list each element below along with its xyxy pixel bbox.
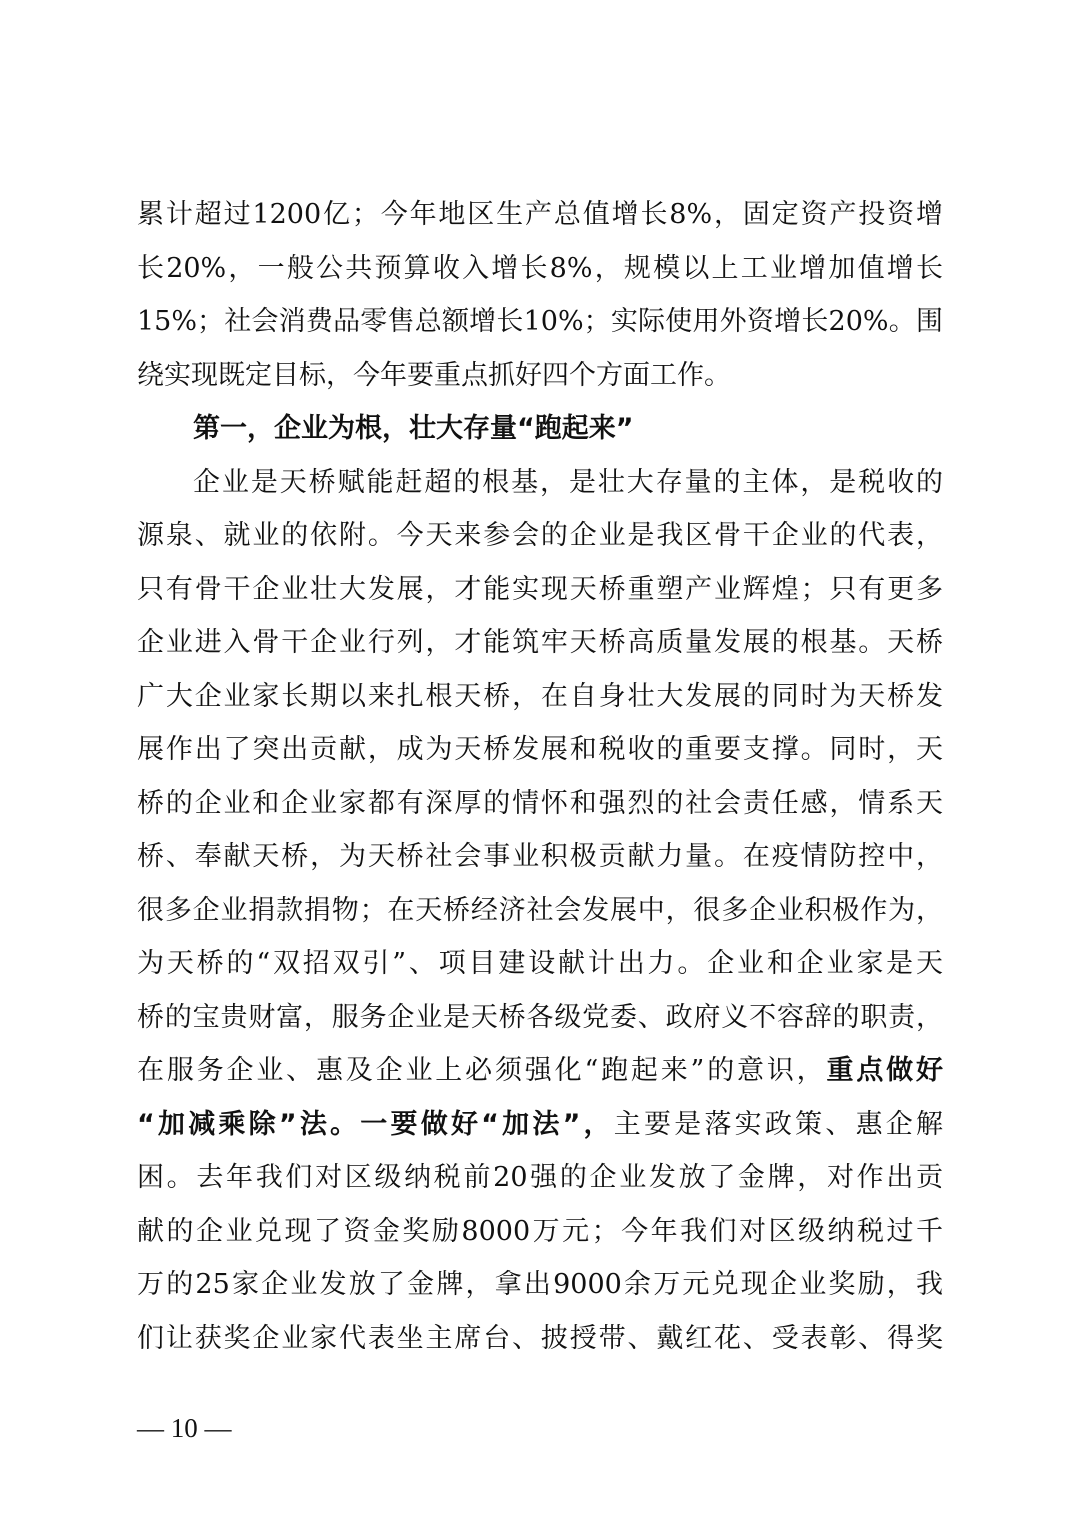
- section-heading: 第一，企业为根，壮大存量“跑起来”: [193, 413, 634, 444]
- bold-text-segment: 重点做好: [826, 1055, 944, 1086]
- text-line: 桥的宝贵财富，服务企业是天桥各级党委、政府义不容辞的职责，: [137, 1001, 943, 1033]
- bold-text-segment: “加减乘除”法。一要做好“加法”，: [137, 1108, 614, 1140]
- text-line: 企业进入骨干企业行列，才能筑牢天桥高质量发展的根基。天桥: [137, 627, 943, 658]
- page-number: — 10 —: [137, 1413, 232, 1443]
- text-line: 为天桥的“双招双引”、项目建设献计出力。企业和企业家是天: [137, 948, 943, 979]
- text-line: 企业是天桥赋能赶超的根基，是壮大存量的主体，是税收的: [193, 466, 943, 498]
- text-line-mixed: [137, 1098, 943, 1152]
- text-line: 绕实现既定目标，今年要重点抓好四个方面工作。: [137, 359, 731, 391]
- text-line: 困。去年我们对区级纳税前20强的企业发放了金牌，对作出贡: [137, 1162, 943, 1193]
- text-line-mixed: [137, 1044, 943, 1098]
- text-line: 很多企业捐款捐物；在天桥经济社会发展中，很多企业积极作为，: [137, 894, 943, 926]
- text-line: 只有骨干企业壮大发展，才能实现天桥重塑产业辉煌；只有更多: [137, 573, 943, 605]
- text-line: 累计超过1200亿；今年地区生产总值增长8%，固定资产投资增: [137, 199, 943, 230]
- text-line: 源泉、就业的依附。今天来参会的企业是我区骨干企业的代表，: [137, 520, 943, 551]
- text-segment: 在服务企业、惠及企业上必须强化“跑起来”的意识，: [137, 1055, 827, 1086]
- text-line: 展作出了突出贡献，成为天桥发展和税收的重要支撑。同时，天: [137, 734, 943, 765]
- text-segment: 主要是落实政策、惠企解: [613, 1108, 944, 1140]
- body-text: [137, 188, 943, 1365]
- text-line: 广大企业家长期以来扎根天桥，在自身壮大发展的同时为天桥发: [137, 680, 943, 712]
- text-line: 万的25家企业发放了金牌，拿出9000余万元兑现企业奖励，我: [137, 1269, 943, 1300]
- text-line: 献的企业兑现了资金奖励8000万元；今年我们对区级纳税过千: [137, 1215, 943, 1247]
- text-line: 们让获奖企业家代表坐主席台、披授带、戴红花、受表彰、得奖: [137, 1322, 943, 1354]
- text-line: 长20%，一般公共预算收入增长8%，规模以上工业增加值增长: [137, 252, 943, 284]
- text-line: 桥、奉献天桥，为天桥社会事业积极贡献力量。在疫情防控中，: [137, 841, 943, 872]
- text-line: 15%；社会消费品零售总额增长10%；实际使用外资增长20%。围: [137, 306, 943, 337]
- text-line: 桥的企业和企业家都有深厚的情怀和强烈的社会责任感，情系天: [137, 787, 943, 819]
